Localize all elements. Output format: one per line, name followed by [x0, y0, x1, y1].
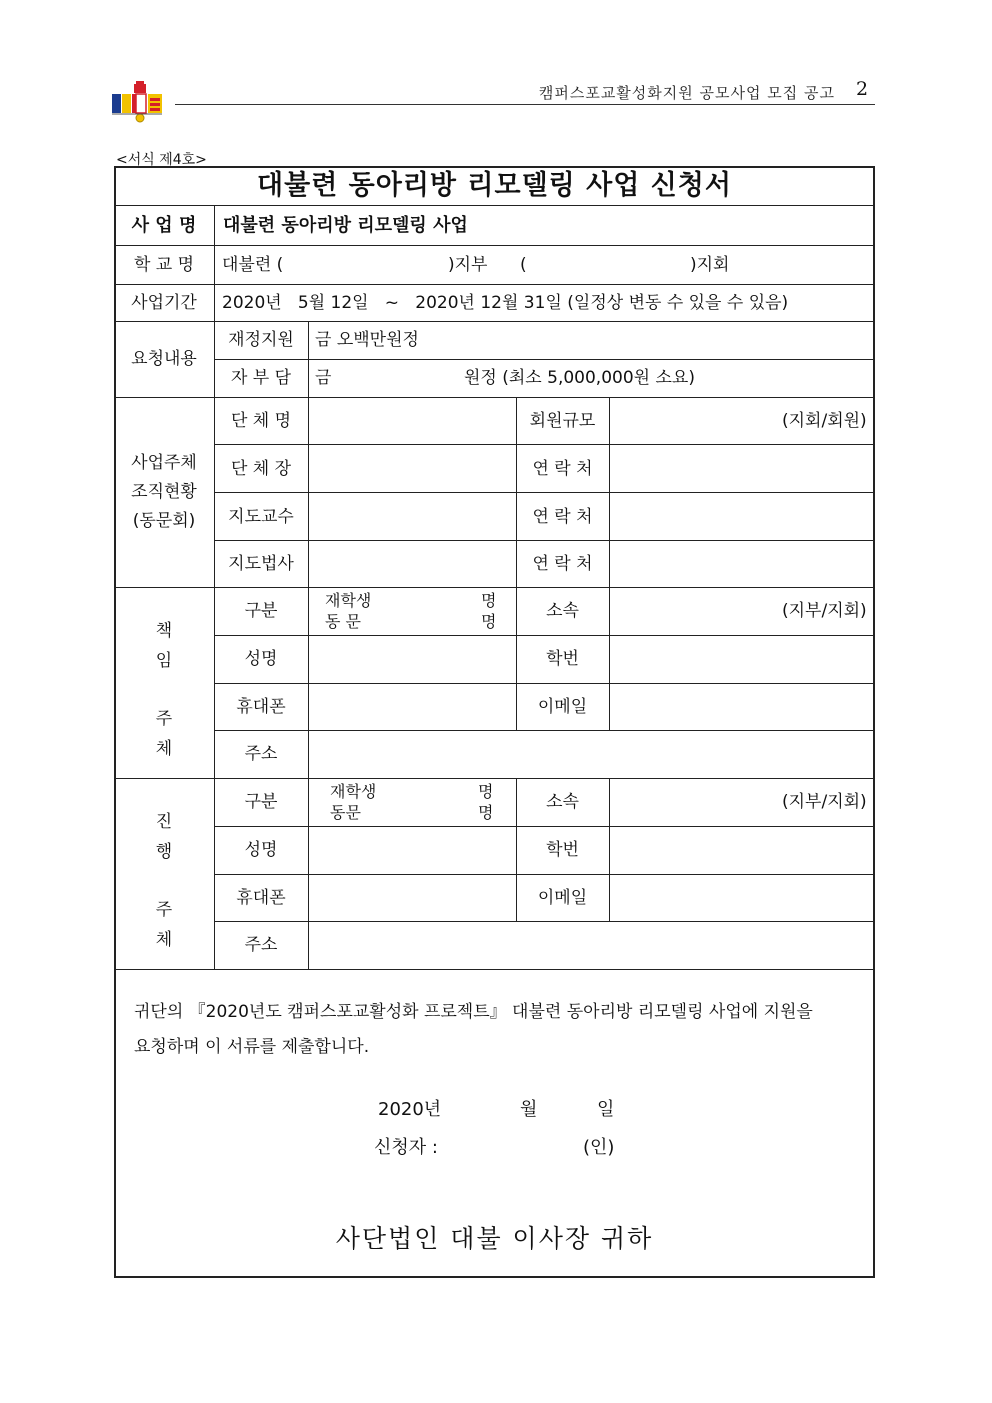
school-chapter: )지회	[690, 255, 730, 275]
prog-name-label: 성명	[244, 840, 278, 860]
org-label-line2: 조직현황	[131, 482, 197, 502]
responsible-char-4: 체	[155, 739, 173, 759]
date-day: 일	[597, 1099, 615, 1120]
divider	[214, 921, 875, 922]
project-label: 사 업 명	[131, 215, 197, 236]
divider	[214, 730, 875, 731]
prog-affiliation-label: 소속	[546, 792, 579, 812]
resp-affiliation-label: 소속	[546, 601, 579, 621]
date-month: 월	[520, 1099, 538, 1120]
divider	[214, 492, 875, 493]
self-funding-label: 자 부 담	[230, 368, 292, 388]
divider	[114, 321, 875, 322]
divider	[114, 205, 875, 206]
request-label: 요청내용	[131, 349, 197, 369]
divider	[114, 397, 875, 398]
divider	[214, 874, 875, 875]
divider	[214, 826, 875, 827]
prog-email-label: 이메일	[537, 888, 588, 908]
prog-student-label: 재학생	[330, 782, 377, 801]
resp-student-id-label: 학번	[546, 649, 579, 669]
divider	[609, 397, 610, 730]
member-size-unit: (지회/회원)	[782, 411, 867, 431]
divider	[114, 969, 875, 970]
org-leader-label: 단 체 장	[230, 459, 292, 479]
progress-char-4: 체	[155, 930, 173, 950]
progress-char-1: 진	[155, 812, 173, 832]
period-value[interactable]: 2020년 5월 12일 ~ 2020년 12월 31일 (일정상 변동 수 있을 수 있음)	[222, 293, 789, 313]
resp-affiliation-unit: (지부/지회)	[782, 601, 867, 621]
divider	[214, 683, 875, 684]
resp-alumni-unit: 명	[481, 612, 497, 631]
resp-phone-label: 휴대폰	[236, 697, 286, 717]
prog-category-label: 구분	[244, 792, 278, 812]
divider	[609, 778, 610, 921]
header-divider	[175, 104, 875, 105]
member-size-label: 회원규모	[529, 411, 596, 431]
resp-email-label: 이메일	[537, 697, 588, 717]
org-label-line1: 사업주체	[131, 453, 197, 473]
addressee: 사단법인 대불 이사장 귀하	[335, 1224, 654, 1253]
responsible-char-1: 책	[155, 621, 173, 641]
divider	[214, 540, 875, 541]
resp-name-label: 성명	[244, 649, 278, 669]
resp-category-label: 구분	[244, 601, 278, 621]
prog-phone-label: 휴대폰	[236, 888, 286, 908]
monk-contact-label: 연 락 처	[532, 554, 593, 574]
prog-alumni-label: 동문	[330, 803, 361, 822]
page-number: 2	[856, 78, 869, 100]
divider	[214, 444, 875, 445]
school-label: 학 교 명	[133, 255, 195, 275]
advisor-monk-label: 지도법사	[228, 554, 294, 574]
school-prefix: 대불련 (	[222, 255, 284, 275]
period-label: 사업기간	[131, 293, 197, 313]
divider	[114, 778, 875, 779]
divider	[114, 587, 875, 588]
self-funding-value[interactable]: 원정 (최소 5,000,000원 소요)	[464, 368, 695, 388]
professor-contact-label: 연 락 처	[532, 507, 593, 527]
header-title: 캠퍼스포교활성화지원 공모사업 모집 공고	[538, 84, 835, 102]
divider	[114, 284, 875, 285]
resp-alumni-label: 동 문	[325, 612, 361, 631]
responsible-char-2: 임	[155, 651, 173, 671]
divider	[214, 359, 875, 360]
resp-student-unit: 명	[481, 591, 497, 610]
prog-alumni-unit: 명	[478, 803, 494, 822]
seal-mark: (인)	[583, 1137, 615, 1158]
prog-student-id-label: 학번	[546, 840, 579, 860]
prog-student-unit: 명	[478, 782, 494, 801]
progress-char-2: 행	[155, 842, 173, 862]
advisor-professor-label: 지도교수	[228, 507, 294, 527]
organization-logo	[112, 80, 170, 124]
form-number: <서식 제4호>	[116, 152, 207, 168]
org-label-line3: (동문회)	[132, 511, 196, 531]
form-title: 대불련 동아리방 리모델링 사업 신청서	[257, 170, 732, 201]
responsible-char-3: 주	[155, 709, 173, 729]
statement-line2: 요청하며 이 서류를 제출합니다.	[134, 1037, 370, 1057]
support-label: 재정지원	[228, 330, 294, 350]
divider	[308, 321, 309, 969]
resp-address-label: 주소	[244, 744, 278, 764]
project-value[interactable]: 대불련 동아리방 리모델링 사업	[223, 215, 468, 236]
org-name-label: 단 체 명	[230, 411, 292, 431]
self-funding-prefix: 금	[315, 368, 332, 388]
divider	[214, 635, 875, 636]
progress-char-3: 주	[155, 900, 173, 920]
prog-affiliation-unit: (지부/지회)	[782, 792, 867, 812]
support-value[interactable]: 금 오백만원정	[315, 330, 419, 350]
prog-address-label: 주소	[244, 935, 278, 955]
date-year: 2020년	[378, 1099, 442, 1120]
leader-contact-label: 연 락 처	[532, 459, 593, 479]
statement-line1: 귀단의 『2020년도 캠퍼스포교활성화 프로젝트』 대불련 동아리방 리모델링 사업에 지원을	[134, 1002, 813, 1022]
divider	[114, 245, 875, 246]
resp-student-label: 재학생	[325, 591, 372, 610]
school-branch: )지부	[448, 255, 488, 275]
applicant-label: 신청자 :	[374, 1137, 438, 1158]
school-paren: (	[520, 255, 527, 275]
